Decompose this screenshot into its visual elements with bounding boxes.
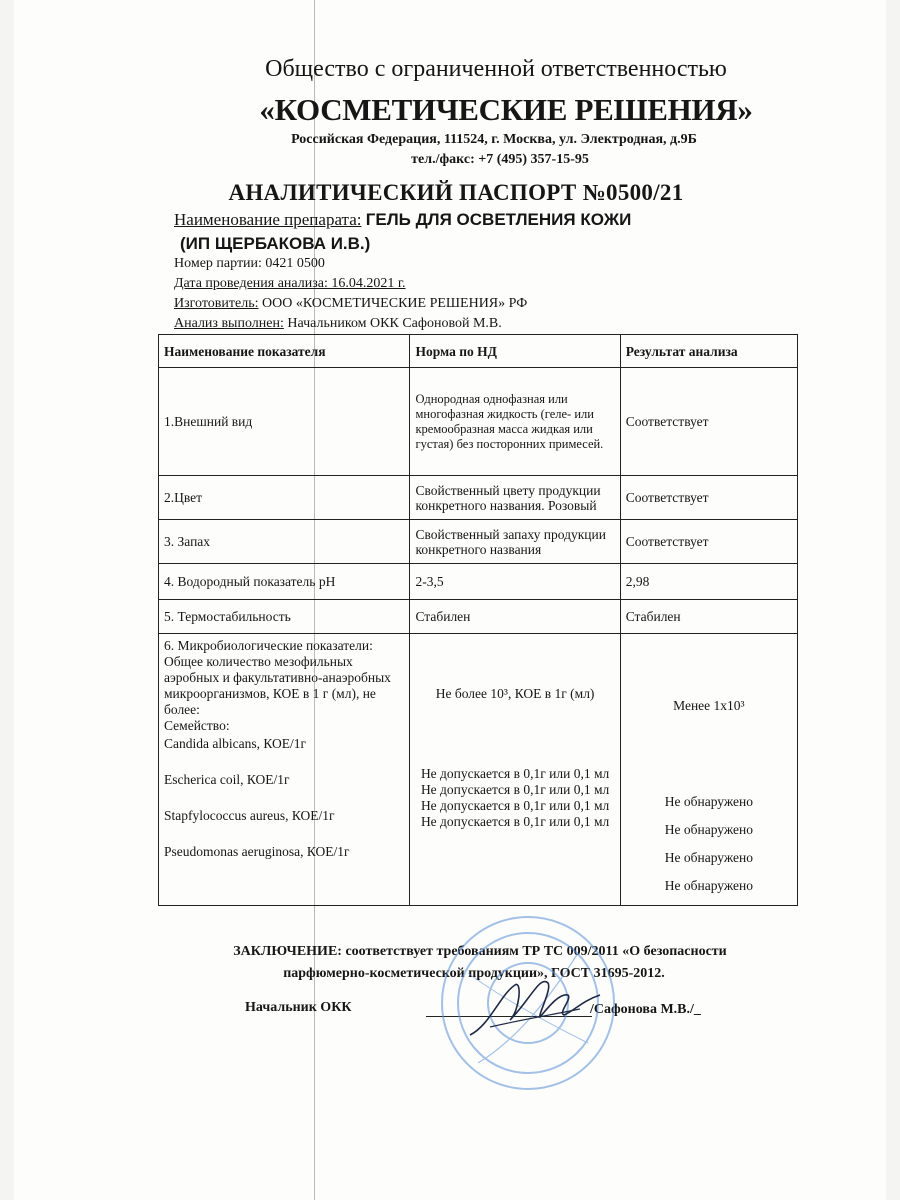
indicator-name: 5. Термостабильность	[159, 600, 410, 634]
table-row-microbiology	[159, 634, 798, 906]
table-header-row	[159, 335, 798, 368]
micro-item-norm: Не допускается в 0,1г или 0,1 мл	[420, 798, 610, 813]
manufacturer-line	[174, 296, 527, 312]
indicator-norm: Однородная однофазная или многофазная жидкость (геле- или кремообразная масса жидкая или густая) без посторонних примесей.	[410, 368, 620, 476]
micro-family: Семейство:	[164, 718, 230, 733]
micro-item-norm: Не допускается в 0,1г или 0,1 мл	[420, 814, 610, 829]
micro-item-result: Не обнаружено	[664, 794, 753, 809]
micro-results-cell	[620, 634, 797, 906]
indicator-name: 3. Запах	[159, 520, 410, 564]
conclusion-line-2: парфюмерно-косметической продукции», ГОСТ 31695-2012.	[283, 966, 665, 981]
micro-total-norm: Не более 10³, КОЕ в 1г (мл)	[435, 686, 595, 701]
company-address: Российская Федерация, 111524, г. Москва, ул. Электродная, д.9Б	[291, 132, 697, 147]
micro-item-name: Pseudomonas aeruginosa, КОЕ/1г	[164, 844, 350, 859]
product-value: ГЕЛЬ ДЛЯ ОСВЕТЛЕНИЯ КОЖИ	[365, 210, 632, 229]
analyst-label: Анализ выполнен:	[174, 316, 284, 331]
micro-item-result: Не обнаружено	[664, 850, 753, 865]
column-header: Результат анализа	[620, 335, 797, 368]
indicator-result: 2,98	[620, 564, 797, 600]
document-title: АНАЛИТИЧЕСКИЙ ПАСПОРТ №0500/21	[228, 180, 684, 205]
micro-item-norm: Не допускается в 0,1г или 0,1 мл	[420, 782, 610, 797]
micro-item-name: Escherica coil, КОЕ/1г	[164, 772, 290, 787]
org-form-line: Общество с ограниченной ответственностью	[265, 56, 727, 82]
micro-item-name: Stapfylococcus aureus, КОЕ/1г	[164, 808, 335, 823]
signatory-name: /Сафонова М.В./_	[590, 1002, 701, 1017]
micro-names-cell	[159, 634, 410, 906]
table-row	[159, 520, 798, 564]
micro-title: 6. Микробиологические показатели:	[164, 638, 373, 653]
indicator-result: Соответствует	[620, 520, 797, 564]
table-row	[159, 476, 798, 520]
product-label: Наименование препарата:	[174, 210, 362, 229]
signatory-title: Начальник ОКК	[245, 1000, 352, 1015]
indicator-name: 4. Водородный показатель рН	[159, 564, 410, 600]
column-header: Норма по НД	[410, 335, 620, 368]
indicator-name: 1.Внешний вид	[159, 368, 410, 476]
indicator-result: Соответствует	[620, 476, 797, 520]
product-value-2: (ИП ЩЕРБАКОВА И.В.)	[180, 234, 371, 253]
table-row	[159, 564, 798, 600]
indicator-result: Соответствует	[620, 368, 797, 476]
manufacturer-value: ООО «КОСМЕТИЧЕСКИЕ РЕШЕНИЯ» РФ	[261, 296, 528, 311]
analysis-date: Дата проведения анализа: 16.04.2021 г.	[174, 276, 406, 291]
indicator-name: 2.Цвет	[159, 476, 410, 520]
micro-total-label: Общее количество мезофильных аэробных и факультативно-анаэробных микроорганизмов, КОЕ в 1 г (мл), не более:	[164, 654, 391, 717]
company-name: «КОСМЕТИЧЕСКИЕ РЕШЕНИЯ»	[259, 92, 753, 127]
manufacturer-label: Изготовитель:	[174, 296, 259, 311]
signature-icon	[460, 965, 610, 1045]
micro-item-name: Candida albicans, КОЕ/1г	[164, 736, 307, 751]
indicator-result: Стабилен	[620, 600, 797, 634]
indicator-norm: Свойственный запаху продукции конкретного названия	[410, 520, 620, 564]
product-line	[174, 210, 631, 230]
indicator-norm: Свойственный цвету продукции конкретного названия. Розовый	[410, 476, 620, 520]
micro-total-result: Менее 1х10³	[673, 698, 745, 713]
table-row	[159, 368, 798, 476]
column-header: Наименование показателя	[159, 335, 410, 368]
batch-number: Номер партии: 0421 0500	[174, 256, 325, 271]
table-row	[159, 600, 798, 634]
analyst-line	[174, 316, 502, 332]
micro-norms-cell	[410, 634, 620, 906]
company-phone: тел./факс: +7 (495) 357-15-95	[411, 152, 589, 167]
micro-item-norm: Не допускается в 0,1г или 0,1 мл	[420, 766, 610, 781]
indicator-norm: 2-3,5	[410, 564, 620, 600]
micro-item-result: Не обнаружено	[664, 822, 753, 837]
micro-item-result: Не обнаружено	[664, 878, 753, 893]
analyst-value: Начальником ОКК Сафоновой М.В.	[287, 316, 502, 331]
indicator-norm: Стабилен	[410, 600, 620, 634]
conclusion-line-1: ЗАКЛЮЧЕНИЕ: соответствует требованиям ТР ТС 009/2011 «О безопасности	[233, 944, 727, 959]
analysis-table	[158, 334, 798, 906]
